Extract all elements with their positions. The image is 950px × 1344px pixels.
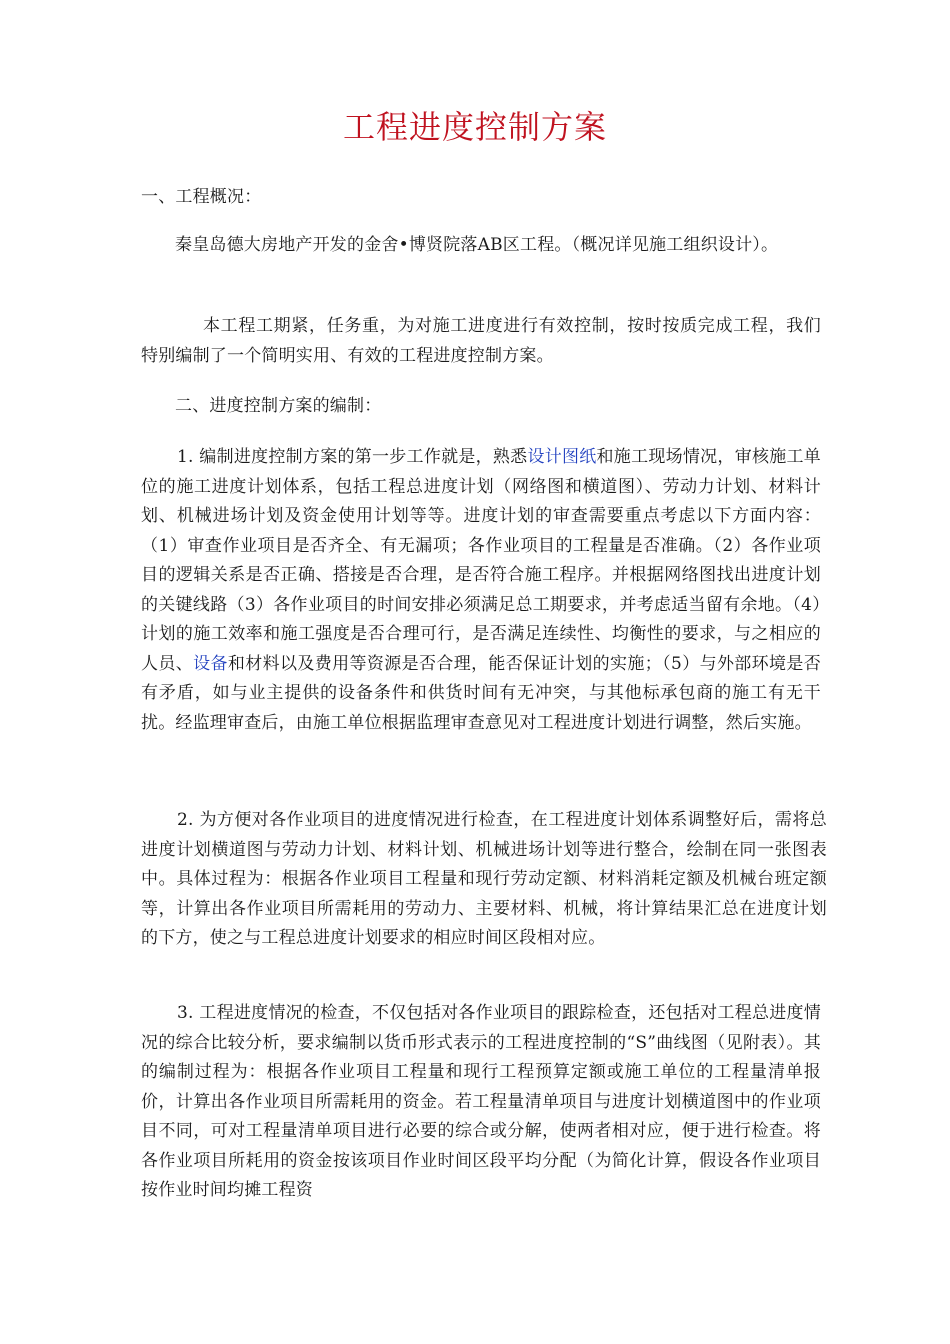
equipment-link[interactable]: 设备	[193, 653, 228, 674]
plan-paragraph-3: 3. 工程进度情况的检查，不仅包括对各作业项目的跟踪检查，还包括对工程总进度情况的综合比较分析，要求编制以货币形式表示的工程进度控制的“S”曲线图（见附表）。其的编制过程为：根据各作业项目工程量和现行工程预算定额或施工单位的工程量清单报价，计算出各作业项目所需耗用的资金。若工程量清单项目与进度计划横道图中的作业项目不同，可对工程量清单项目进行必要的综合或分解，使两者相对应，便于进行检查。将各作业项目所耗用的资金按该项目作业时间区段平均分配（为简化计算，假设各作业项目按作业时间均摊工程资	[141, 1003, 821, 1200]
plan-paragraph-1-text-c: 和材料以及费用等资源是否合理，能否保证计划的实施；（5）与外部环境是否有矛盾，如与业主提供的设备条件和供货时间有无冲突，与其他标承包商的施工有无干扰。经监理审查后，由施工单位根据监理审查意见对工程进度计划进行调整，然后实施。	[141, 653, 821, 733]
plan-paragraph-1-text-a: 1. 编制进度控制方案的第一步工作就是，熟悉	[177, 447, 528, 467]
plan-paragraph-1	[141, 443, 821, 738]
design-drawings-link[interactable]: 设计图纸	[527, 447, 597, 467]
plan-paragraph-1-text-b: 和施工现场情况，审核施工单位的施工进度计划体系，包括工程总进度计划（网络图和横道图）、劳动力计划、材料计划、机械进场计划及资金使用计划等等。进度计划的审查需要重点考虑以下方面内容：（1）审查作业项目是否齐全、有无漏项；各作业项目的工程量是否准确。（2）各作业项目的逻辑关系是否正确、搭接是否合理，是否符合施工程序。并根据网络图找出进度计划的关键线路（3）各作业项目的时间安排必须满足总工期要求，并考虑适当留有余地。（4）计划的施工效率和施工强度是否合理可行，是否满足连续性、均衡性的要求，与之相应的人员、	[141, 447, 821, 674]
section-heading-plan: 二、进度控制方案的编制：	[175, 396, 382, 416]
purpose-paragraph: 本工程工期紧，任务重，为对施工进度进行有效控制，按时按质完成工程，我们特别编制了一个简明实用、有效的工程进度控制方案。	[141, 316, 821, 366]
section-heading-overview: 一、工程概况：	[141, 187, 262, 207]
plan-paragraph-2: 2. 为方便对各作业项目的进度情况进行检查，在工程进度计划体系调整好后，需将总进度计划横道图与劳动力计划、材料计划、机械进场计划等进行整合，绘制在同一张图表中。具体过程为：根据各作业项目工程量和现行劳动定额、材料消耗定额及机械台班定额等，计算出各作业项目所需耗用的劳动力、主要材料、机械，将计算结果汇总在进度计划的下方，使之与工程总进度计划要求的相应时间区段相对应。	[141, 810, 827, 948]
document-title: 工程进度控制方案	[342, 108, 607, 146]
project-overview-paragraph: 秦皇岛德大房地产开发的金舍•博贤院落AB区工程。（概况详见施工组织设计）。	[175, 235, 779, 255]
